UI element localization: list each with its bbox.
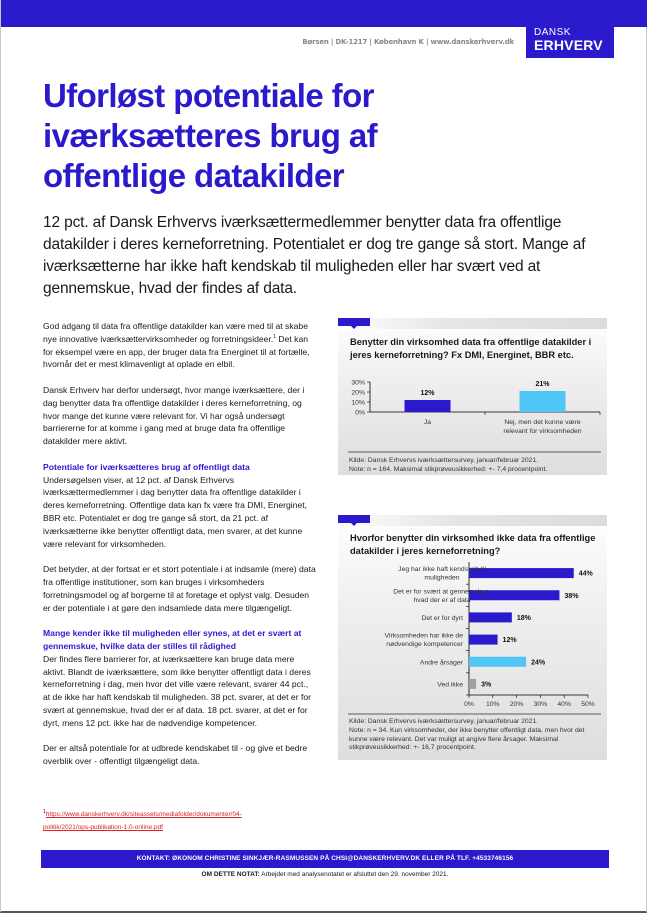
paragraph-1: God adgang til data fra offentlige datakilder kan være med til at skabe nye innovative iværksættervirksomheder og forretningsideer.$^1$ Det kan for eksempel være en app, der bruger data fra Energinet til at fortælle, hvornår det er mest klimavenligt at oplade en elbil. (43, 321, 310, 370)
bar-3 (469, 635, 498, 645)
lead-paragraph: 12 pct. af Dansk Erhvervs iværksættermedlemmer benytter data fra offentlige datakilder i deres kerneforretning. Potentialet er dog tre gange så stort. Mange af iværksætterne har ikke haft kendskab til muligheden eller har svært ved at gennemskue, hvad der findes af data. (43, 214, 586, 297)
x-category-label: Nej, men det kunne være (504, 419, 581, 426)
paragraph-2: Dansk Erhverv har derfor undersøgt, hvor mange iværksættere, der i dag benytter data fra offentlige datakilder i deres kerneforretning, og hvor mange det kunne være relevant for. Vi har også undersøgt barriererne for at komme i gang med at bruge data fra offentlige datakilder mere aktivt. (43, 384, 305, 447)
bar-value-label: 24% (531, 659, 546, 667)
header-bar (1, 0, 647, 27)
footnote (43, 808, 242, 834)
about-note (41, 870, 609, 880)
section-heading-barriers: Mange kender ikke til muligheden eller synes, at det er svært at gennemskue, hvilke data der stilles til rådighed (43, 628, 302, 651)
y-category-label: nødvendige kompetencer (386, 641, 463, 649)
chart-panel-usage (338, 318, 607, 475)
y-tick-label: 10% (351, 399, 365, 407)
chart-title: Hvorfor benytter din virksomhed ikke data fra offentlige datakilder i jeres kerneforretning? (350, 533, 596, 556)
y-category-label: Ved ikke (437, 681, 463, 689)
logo-line-1: DANSK (534, 27, 571, 38)
source-divider (348, 451, 601, 453)
section-heading-potential: Potentiale for iværksætteres brug af offentligt data (43, 461, 250, 472)
x-tick-label: 0% (464, 701, 474, 708)
y-category-label: Jeg har ikke haft kendskab til (398, 566, 486, 574)
x-tick-label: 10% (485, 701, 500, 708)
chart-source: Kilde: Dansk Erhvervs iværksættersurvey, januar/februar 2021. Note: n = 34. Kun virksomheder, der ikke benytter offentligt data, men hvor det kunne være relevant. Det var muligt at angive flere årsager. Maksimal stikprøveusikkerhed: +- 16,7 procentpoint. (349, 718, 585, 752)
bar-value-label: 18% (516, 614, 531, 622)
x-tick-label: 20% (509, 701, 524, 708)
chart-usage (338, 376, 607, 451)
y-category-label: hvad der er af data (413, 596, 471, 604)
bar-2 (469, 612, 512, 622)
y-tick-label: 20% (351, 389, 365, 397)
contact-bar: KONTAKT: ØKONOM CHRISTINE SINKJÆR-RASMUSSEN PÅ CHSI@DANSKERHVERV.DK ELLER PÅ TLF. +4533746156 (41, 850, 609, 868)
bar-value-label: 38% (564, 592, 579, 600)
chart-reasons (338, 560, 607, 708)
section-barriers (43, 627, 317, 729)
bar-value-label: 12% (502, 637, 517, 645)
address-line: Børsen | DK-1217 | København K | www.danskerhverv.dk (302, 38, 514, 46)
chart-panel-reasons (338, 515, 607, 760)
x-tick-label: 30% (533, 701, 548, 708)
panel-tab-strip (338, 318, 607, 329)
x-tick-label: 40% (557, 701, 572, 708)
bar-value-label: 44% (578, 570, 593, 578)
y-category-label: Andre årsager (419, 659, 463, 667)
paragraph-4: Det betyder, at der fortsat er et stort potentiale i at indsamle (mere) data fra offentlige institutioner, som kan bruges i virksomheders forretningsmodel og af borgerne til at foretage et oplyst valg. Desuden er der potentiale i at gøre den indsamlede data mere tilgængeligt. (43, 564, 316, 613)
bar-5 (469, 679, 476, 689)
bar-4 (469, 657, 526, 667)
panel-tab-marker (338, 515, 370, 523)
bar-value-label: 3% (481, 681, 492, 689)
logo-line-2: ERHVERV (534, 37, 603, 53)
y-category-label: muligheden (424, 574, 460, 582)
x-tick-label: 50% (581, 701, 595, 708)
section-potential (43, 461, 317, 551)
paragraph-6: Der er altså potentiale for at udbrede kendskabet til - og give et bedre overblik over - offentligt tilgængeligt data. (43, 743, 308, 767)
y-category-label: Virksomheden har ikke de (384, 632, 463, 640)
chart-title: Benytter din virksomhed data fra offentlige datakilder i jeres kerneforretning? Fx DMI, Energinet, BBR etc. (350, 337, 592, 360)
bar-0 (405, 400, 451, 412)
body-column (43, 320, 317, 781)
panel-tab-strip (338, 515, 607, 526)
about-label: OM DETTE NOTAT: (201, 871, 260, 878)
y-tick-label: 30% (351, 379, 365, 387)
about-text: Arbejdet med analysenotatet er afsluttet den 29. november 2021. (259, 871, 449, 878)
x-category-label: Ja (423, 419, 432, 426)
dansk-erhverv-logo (526, 27, 614, 58)
source-divider (348, 713, 601, 715)
page-title: Uforløst potentiale for iværksætteres brug af offentlige datakilder (43, 77, 378, 194)
paragraph-5: Der findes flere barrierer for, at iværksættere kan bruge data mere aktivt. Blandt de iværksættere, som ikke benytter offentligt data i deres kerneforretning i dag, men hvor det ville være relevant, svarer 44 pct., at de ikke har haft kendskab til muligheden. 38 pct. svarer, at det er for svært at gennemskue, hvad der er af data. 18 pct. svarer, at det er for dyrt, mens 12 pct. ikke har de nødvendige kompetencer. (43, 653, 311, 728)
chart-source: Kilde: Dansk Erhvervs iværksættersurvey, januar/februar 2021. Note: n = 164. Maksimal stikprøveusikkerhed: +- 7,4 procentpoint. (349, 457, 548, 473)
footnote-link[interactable]: https://www.danskerhverv.dk/siteassets/mediafolder/dokumenter/04- politik/2021/ops-publikation-1.0-online.pdf (43, 811, 242, 831)
bar-value-label: 21% (535, 381, 550, 388)
panel-tab-marker (338, 318, 370, 326)
footnote-marker: 1 (43, 808, 46, 815)
x-category-label: relevant for virksomheden (503, 428, 582, 435)
y-tick-label: 0% (355, 409, 365, 417)
paragraph-3: Undersøgelsen viser, at 12 pct. af Dansk Erhvervs iværksættermedlemmer i dag benytter data fra offentlige datakilder i deres kerneforretning. Offentlige data kan fx være fra DMI, Energinet, BBR etc. Potentialet er dog tre gange så stort, da 21 pct. af iværksætterne ikke benytter offentligt data, men svarer, at det kunne være relevant for virksomheden. (43, 474, 307, 549)
bar-value-label: 12% (420, 390, 435, 397)
footnote-reference[interactable]: 1 (273, 333, 277, 340)
bar-1 (520, 391, 566, 412)
y-category-label: Det er for svært at gennemskue, (393, 588, 491, 596)
y-category-label: Det er for dyrt (421, 614, 463, 622)
